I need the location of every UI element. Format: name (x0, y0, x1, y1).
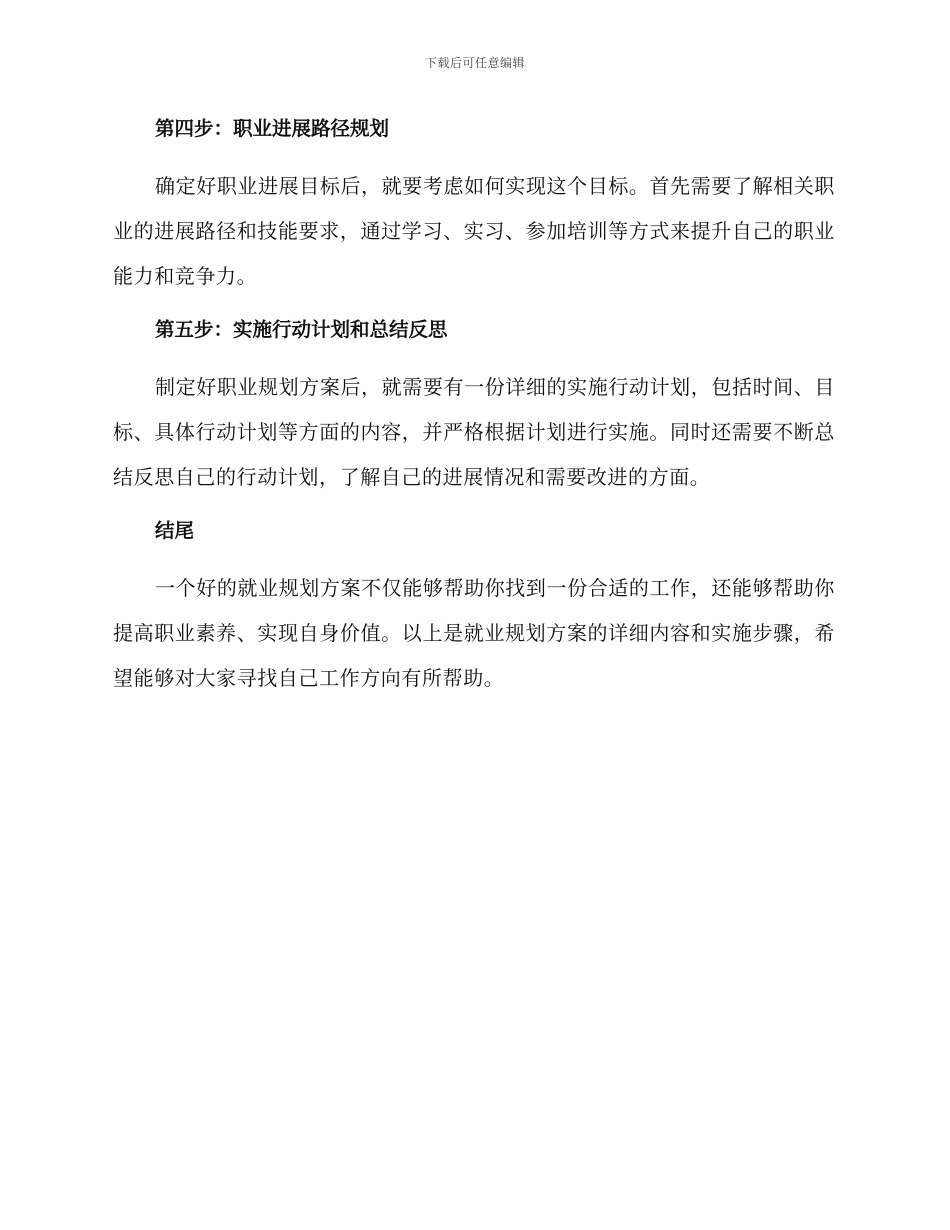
section-paragraph-step-five: 制定好职业规划方案后，就需要有一份详细的实施行动计划，包括时间、目标、具体行动计划等方面的内容，并严格根据计划进行实施。同时还需要不断总结反思自己的行动计划，了解自己的进展情况和需要改进的方面。 (113, 375, 835, 489)
document-body (113, 112, 835, 701)
section-heading-conclusion: 结尾 (155, 519, 195, 542)
page-header-note: 下载后可任意编辑 (424, 56, 525, 70)
section-heading-step-four: 第四步：职业进展路径规划 (155, 117, 390, 140)
section-paragraph-conclusion: 一个好的就业规划方案不仅能够帮助你找到一份合适的工作，还能够帮助你提高职业素养、实现自身价值。以上是就业规划方案的详细内容和实施步骤，希望能够对大家寻找自己工作方向有所帮助。 (113, 576, 835, 690)
section-heading-step-five: 第五步：实施行动计划和总结反思 (155, 318, 448, 341)
section-paragraph-step-four: 确定好职业进展目标后，就要考虑如何实现这个目标。首先需要了解相关职业的进展路径和技能要求，通过学习、实习、参加培训等方式来提升自己的职业能力和竞争力。 (113, 174, 835, 288)
